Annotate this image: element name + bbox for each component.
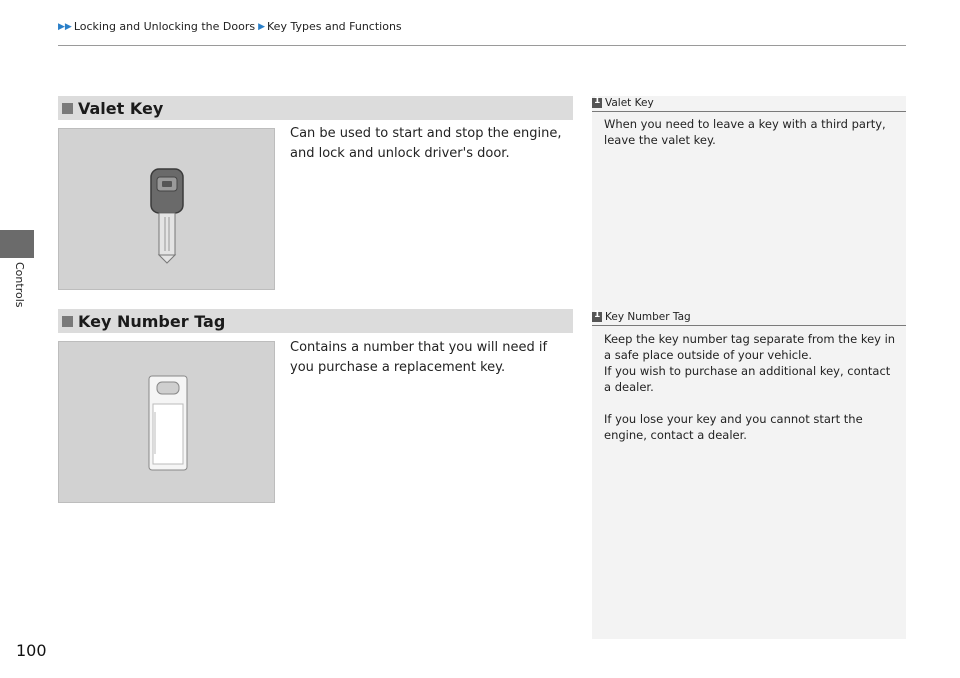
- section-title: Key Number Tag: [78, 311, 226, 331]
- note-header-key-number-tag: [592, 311, 906, 323]
- note-divider: [592, 325, 906, 326]
- breadcrumb-item-locking[interactable]: Locking and Unlocking the Doors: [73, 20, 256, 33]
- section-square-icon: [62, 316, 73, 327]
- note-paragraph: When you need to leave a key with a third party, leave the valet key.: [604, 117, 886, 147]
- page-number: 100: [16, 641, 47, 660]
- breadcrumb-arrow-icon: ▶: [258, 21, 266, 32]
- section-header-valet-key: [58, 96, 573, 120]
- note-header-valet-key: [592, 97, 906, 109]
- section-description: Contains a number that you will need if you purchase a replacement key.: [290, 340, 548, 375]
- valet-key-icon: [59, 129, 276, 291]
- breadcrumb-arrow-icon: ▶▶: [58, 21, 72, 32]
- key-tag-icon: [59, 342, 276, 504]
- note-title: Valet Key: [605, 97, 654, 109]
- note-divider: [592, 111, 906, 112]
- section-header-key-number-tag: [58, 309, 573, 333]
- note-paragraph: Keep the key number tag separate from the key in a safe place outside of your vehicle.: [604, 332, 896, 362]
- chapter-tab-label: Controls: [13, 262, 26, 308]
- valet-key-image: [58, 128, 275, 290]
- header-divider: [58, 45, 906, 46]
- breadcrumb-item-key-types[interactable]: Key Types and Functions: [267, 20, 402, 33]
- breadcrumb: [58, 20, 405, 33]
- section-title: Valet Key: [78, 98, 164, 118]
- key-number-tag-image: [58, 341, 275, 503]
- chapter-tab-marker: [0, 230, 34, 258]
- note-body-key-number-tag: [604, 331, 900, 443]
- note-paragraph: If you lose your key and you cannot start the engine, contact a dealer.: [604, 412, 863, 442]
- section-description: Can be used to start and stop the engine, and lock and unlock driver's door.: [290, 126, 562, 161]
- note-title: Key Number Tag: [605, 311, 691, 323]
- reference-icon: [592, 312, 602, 322]
- reference-icon: [592, 98, 602, 108]
- note-body-valet-key: [604, 116, 900, 148]
- section-square-icon: [62, 103, 73, 114]
- note-paragraph: If you wish to purchase an additional key, contact a dealer.: [604, 364, 891, 394]
